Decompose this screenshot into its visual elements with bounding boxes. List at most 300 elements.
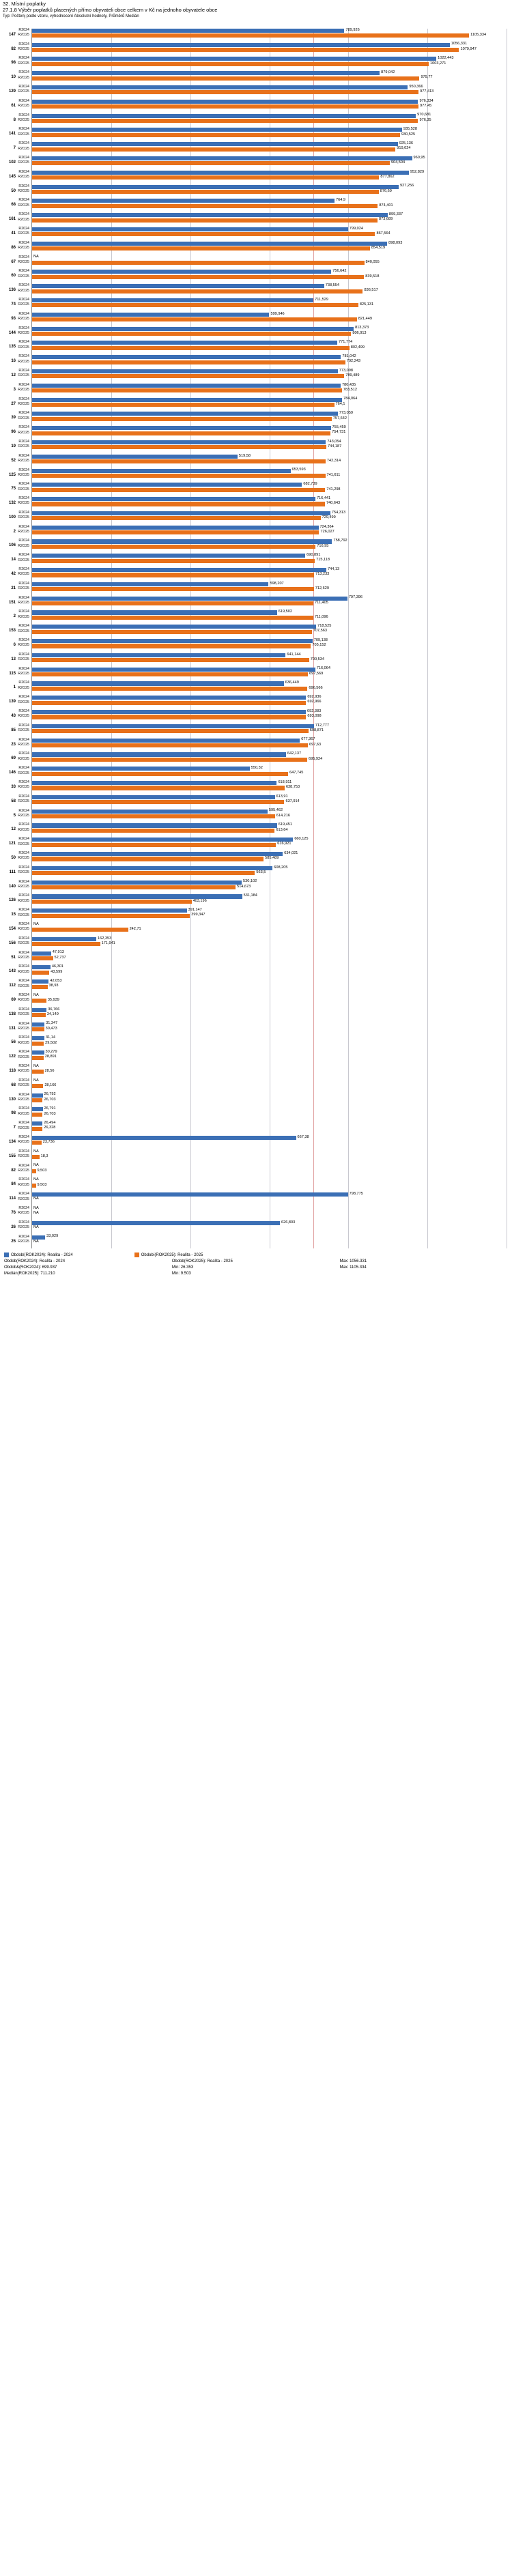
bar-fill [32, 800, 284, 804]
row-bars [18, 979, 507, 993]
bar-2024 [18, 496, 507, 501]
row-bars [18, 1049, 507, 1064]
row-bars [18, 524, 507, 539]
series-tick: R2024 [18, 411, 29, 416]
row-bars [18, 766, 507, 780]
bar-2025 [18, 430, 507, 435]
series-tick: R2024 [18, 510, 29, 515]
bar-value-label: 23,736 [42, 1140, 55, 1145]
bar-fill [32, 398, 342, 402]
series-tick: R2024 [18, 610, 29, 614]
bar-fill [32, 1093, 43, 1098]
bar-value-label: 613,64 [276, 827, 288, 832]
bar-2025 [18, 89, 507, 94]
category-label: 122 [8, 1055, 16, 1059]
bar-value-label: NA [33, 1063, 39, 1068]
category-label: 75 [11, 487, 16, 491]
bar-value-label: 647,745 [289, 771, 304, 775]
bar-fill [32, 1022, 44, 1027]
stat-line: Medián(ROK2025): 711.210 [4, 1272, 55, 1276]
bar-2024 [18, 98, 507, 104]
series-tick: R2O25 [18, 870, 29, 875]
row-bars [18, 652, 507, 667]
bar-value-label: 399,347 [191, 913, 205, 917]
bar-2025 [18, 416, 507, 421]
row-bars [18, 1191, 507, 1206]
row-bars [18, 1092, 507, 1107]
bar-2025 [18, 302, 507, 307]
bar-fill [32, 483, 302, 487]
series-tick: R2024 [18, 595, 29, 600]
category-label: 84 [11, 1182, 16, 1187]
bar-2024 [18, 56, 507, 61]
series-tick: R2O25 [18, 1168, 29, 1173]
chart-row [13, 113, 507, 128]
series-tick: R2O25 [18, 572, 29, 577]
row-bars [18, 737, 507, 752]
row-bars [18, 425, 507, 440]
bar-fill [32, 412, 338, 416]
bar-fill [32, 270, 331, 274]
bar-2024 [18, 1220, 507, 1225]
bar-fill [32, 57, 436, 61]
category-label: 27 [11, 401, 16, 406]
bar-fill [32, 843, 276, 847]
bar-fill [32, 1036, 44, 1040]
chart-row [9, 979, 507, 993]
chart-row [11, 311, 507, 326]
stat-column [340, 1259, 508, 1277]
row-bars [18, 1177, 507, 1192]
bar-2025 [18, 75, 507, 81]
row-bars [18, 553, 507, 567]
row-bars [18, 283, 507, 298]
bar-value-label: 960,95 [413, 155, 425, 160]
bar-value-label: 616,921 [277, 842, 291, 846]
row-bars [18, 624, 507, 638]
chart-row [13, 638, 507, 653]
category-label: 129 [8, 89, 16, 94]
bar-plot [8, 27, 507, 1248]
category-label: 82 [11, 46, 16, 51]
series-tick: R2O25 [18, 785, 29, 790]
category-label: 130 [8, 1097, 16, 1102]
bar-fill [32, 823, 277, 827]
series-tick: R2024 [18, 42, 29, 46]
bar-value-label: 26,792 [44, 1092, 56, 1097]
row-bars [18, 453, 507, 468]
row-bars [18, 27, 507, 42]
bar-fill [32, 752, 286, 756]
series-tick: R2O25 [18, 132, 29, 137]
chart-row [8, 766, 507, 780]
row-bars [18, 893, 507, 908]
chart-row [11, 397, 507, 412]
series-tick: R2024 [18, 1220, 29, 1225]
bar-value-label: 976,334 [419, 98, 433, 103]
series-tick: R2O25 [18, 941, 29, 946]
bar-fill [32, 114, 416, 118]
bar-value-label: 740,643 [326, 501, 341, 506]
row-bars [18, 752, 507, 766]
bar-value-label: 712,777 [315, 723, 330, 728]
chart-row [8, 595, 507, 610]
bar-fill [32, 852, 283, 856]
series-tick: R2O25 [18, 913, 29, 917]
bar-value-label: 738,554 [325, 283, 339, 287]
bar-value-label: 619,451 [278, 822, 292, 827]
series-tick: R2024 [18, 169, 29, 174]
row-bars [18, 184, 507, 199]
series-tick: R2024 [18, 992, 29, 997]
header-line2: 27.1.8 Výběr poplatků placených přímo obyvateli obce celkem v Kč na jednoho obyvatele obce [3, 6, 218, 13]
bar-2024 [18, 1234, 507, 1240]
bar-2025 [18, 132, 507, 137]
bar-value-label: 898,093 [388, 240, 403, 245]
category-label: 61 [11, 103, 16, 108]
bar-fill [32, 1056, 44, 1060]
bar-value-label: 29,502 [45, 1040, 57, 1045]
bar-fill [32, 369, 338, 373]
series-tick: R2O25 [18, 317, 29, 321]
bar-2024 [18, 567, 507, 572]
bar-fill [32, 999, 46, 1003]
bar-2025 [18, 614, 507, 620]
bar-2025 [18, 884, 507, 889]
series-tick: R2O25 [18, 515, 29, 520]
series-tick: R2024 [18, 979, 29, 984]
legend-swatch [4, 1253, 9, 1257]
series-tick: R2O25 [18, 401, 29, 406]
category-label: 139 [8, 700, 16, 704]
series-tick: R2O25 [18, 714, 29, 719]
chart-row [11, 1234, 507, 1249]
row-bars [18, 695, 507, 709]
row-bars [18, 779, 507, 795]
bar-value-label: 531,184 [243, 893, 257, 898]
bar-fill [32, 985, 48, 989]
series-tick: R2024 [18, 98, 29, 103]
bar-2024 [18, 865, 507, 870]
row-bars [18, 382, 507, 397]
series-tick: R2024 [18, 1050, 29, 1055]
bar-value-label: 31,347 [46, 1021, 58, 1026]
bar-2025 [18, 117, 507, 123]
row-bars [18, 666, 507, 681]
bar-value-label: 741,298 [326, 487, 341, 491]
bar-2025 [18, 472, 507, 478]
series-tick: R2O25 [18, 601, 29, 605]
series-tick: R2024 [18, 879, 29, 884]
chart-row [8, 964, 507, 979]
bar-2024 [18, 1134, 507, 1140]
row-bars [18, 482, 507, 496]
bar-fill [32, 829, 274, 833]
bar-value-label: NA [33, 992, 39, 997]
chart-row [11, 425, 507, 440]
series-tick: R2O25 [18, 160, 29, 165]
bar-2024 [18, 510, 507, 515]
chart-row [11, 70, 507, 85]
series-tick: R2024 [18, 397, 29, 401]
stat-line: Min: 9.503 [171, 1272, 191, 1276]
row-bars [18, 411, 507, 425]
stat-line: Obdob&(ROK2024): 699.937 [4, 1265, 57, 1270]
chart-footer [0, 1253, 512, 1277]
chart-row [11, 822, 507, 837]
series-tick: R2O25 [18, 188, 29, 193]
row-bars [18, 964, 507, 979]
chart-row [11, 950, 507, 965]
bar-2024 [18, 1120, 507, 1126]
bar-fill [32, 497, 315, 501]
bar-fill [32, 810, 268, 814]
page-header [0, 0, 512, 20]
series-tick: R2O25 [18, 1154, 29, 1159]
bar-fill [32, 341, 337, 345]
bar-2024 [18, 964, 507, 969]
bar-2025 [18, 160, 507, 165]
category-label: 111 [9, 870, 16, 874]
series-tick: R2O25 [18, 1182, 29, 1187]
category-label: 126 [8, 898, 16, 903]
bar-fill [32, 133, 400, 137]
bar-2025 [18, 217, 507, 223]
series-tick: R2O25 [18, 330, 29, 335]
series-tick: R2O25 [18, 827, 29, 832]
chart-row [9, 865, 507, 880]
chart-row [11, 269, 507, 283]
category-label: 19 [11, 444, 16, 448]
bar-value-label: 595,462 [268, 808, 283, 813]
chart-row [8, 127, 507, 141]
series-tick: R2024 [18, 808, 29, 813]
bar-value-label: 764,1 [335, 401, 345, 406]
chart-row [11, 482, 507, 496]
bar-value-label: 637,914 [285, 799, 300, 804]
bar-2025 [18, 1083, 507, 1088]
bar-value-label: 690,891 [307, 553, 321, 558]
bar-fill [32, 545, 315, 549]
row-bars [18, 1234, 507, 1249]
legend-item [4, 1253, 73, 1257]
category-label: 51 [11, 955, 16, 960]
bar-2024 [18, 752, 507, 756]
bar-fill [32, 185, 399, 189]
chart-row [8, 510, 507, 525]
bar-value-label: 744,13 [327, 567, 340, 571]
category-label: 5 [13, 813, 16, 818]
bar-value-label: 935,528 [403, 127, 418, 132]
chart-row [11, 567, 507, 582]
bar-value-label: 38,93 [48, 984, 59, 988]
row-bars [18, 255, 507, 270]
bar-value-label: 550,32 [251, 766, 263, 771]
bar-2025 [18, 103, 507, 109]
legend-swatch [134, 1253, 139, 1257]
bar-fill [32, 355, 341, 359]
bar-2025 [18, 643, 507, 648]
series-tick: R2O25 [18, 33, 29, 38]
bar-2025 [18, 771, 507, 776]
bar-fill [32, 284, 324, 288]
category-label: 26 [11, 1225, 16, 1229]
chart-row [8, 921, 507, 936]
bar-fill [32, 838, 293, 842]
chart-row [11, 42, 507, 57]
chart-row [11, 411, 507, 425]
bar-fill [32, 554, 305, 558]
row-bars [18, 510, 507, 525]
bar-value-label: 726,027 [320, 529, 335, 534]
series-tick: R2O25 [18, 856, 29, 861]
bar-value-label: 836,517 [364, 288, 378, 293]
series-tick: R2O25 [18, 743, 29, 747]
bar-value-label: 867,564 [376, 231, 390, 236]
bar-value-label: 821,449 [358, 316, 372, 321]
bar-2024 [18, 1163, 507, 1169]
row-bars [18, 198, 507, 212]
series-tick: R2O25 [18, 61, 29, 66]
series-tick: R2024 [18, 269, 29, 274]
bar-value-label: 825,131 [359, 302, 374, 307]
bar-value-label: 754,731 [332, 430, 346, 435]
bar-value-label: 874,401 [379, 203, 393, 207]
bar-2025 [18, 870, 507, 875]
bar-fill [32, 559, 315, 563]
bar-value-label: 718,525 [317, 624, 332, 629]
bar-2024 [18, 340, 507, 345]
series-tick: R2O25 [18, 75, 29, 80]
series-tick: R2O25 [18, 728, 29, 733]
bar-value-label: 1003,271 [430, 61, 446, 66]
bar-value-label: 692,936 [307, 695, 322, 700]
bar-value-label: 764,9 [336, 198, 345, 203]
legend-item [134, 1253, 203, 1257]
series-tick: R2024 [18, 695, 29, 700]
category-label: 141 [8, 132, 16, 137]
bar-2024 [18, 155, 507, 160]
bar-fill [32, 1141, 42, 1145]
series-tick: R2O25 [18, 1111, 29, 1116]
row-bars [18, 468, 507, 483]
series-tick: R2024 [18, 1134, 29, 1139]
row-bars [18, 822, 507, 837]
stat-line: Max: 1105.334 [339, 1265, 367, 1270]
series-tick: R2024 [18, 936, 29, 941]
chart-row [8, 1149, 507, 1164]
category-label: 43 [11, 714, 16, 719]
bar-2025 [18, 1182, 507, 1188]
bar-value-label: NA [33, 1205, 39, 1210]
row-bars [18, 1078, 507, 1093]
series-tick: R2024 [18, 311, 29, 316]
bar-value-label: 798,775 [349, 1191, 363, 1196]
bar-fill [32, 668, 315, 672]
chart-row [11, 992, 507, 1007]
bar-2024 [18, 169, 507, 175]
bar-2024 [18, 1007, 507, 1012]
bar-fill [32, 128, 402, 132]
series-tick: R2024 [18, 1177, 29, 1182]
bar-value-label: 716,064 [316, 666, 330, 671]
bar-2024 [18, 411, 507, 416]
bar-value-label: 642,137 [287, 752, 302, 756]
series-tick: R2O25 [18, 1197, 29, 1201]
series-tick: R2024 [18, 141, 29, 146]
bar-fill [32, 639, 313, 643]
bar-value-label: 162,353 [98, 936, 112, 941]
bar-fill [32, 469, 291, 473]
bar-fill [32, 1169, 36, 1173]
bar-fill [32, 48, 459, 52]
bar-value-label: 711,405 [315, 600, 328, 605]
bar-value-label: 925,136 [399, 141, 414, 145]
bar-value-label: 758,792 [333, 539, 347, 543]
series-tick: R2024 [18, 382, 29, 387]
bar-value-label: 743,054 [327, 439, 341, 444]
series-tick: R2024 [18, 226, 29, 231]
bar-2025 [18, 856, 507, 861]
bar-2025 [18, 1069, 507, 1074]
chart-row [8, 1049, 507, 1064]
bar-2024 [18, 1149, 507, 1154]
category-label: 1 [13, 685, 16, 690]
category-label: 147 [8, 32, 16, 37]
bar-value-label: 585,489 [265, 856, 279, 861]
category-label: 114 [9, 1197, 16, 1201]
bar-fill [32, 1107, 43, 1111]
bar-fill [32, 758, 307, 762]
bar-fill [32, 914, 190, 918]
series-tick: R2024 [18, 766, 29, 771]
bar-2024 [18, 212, 507, 217]
series-tick: R2024 [18, 198, 29, 203]
bar-fill [32, 147, 395, 152]
bar-value-label: 42,053 [50, 979, 62, 983]
series-tick: R2O25 [18, 459, 29, 463]
category-label: 68 [11, 203, 16, 207]
bar-value-label: 789,926 [345, 27, 360, 32]
row-bars [18, 1149, 507, 1164]
stat-line: Obdob(ROK2025): Realita - 2025 [171, 1259, 233, 1264]
bar-fill [32, 928, 128, 932]
bar-2024 [18, 624, 507, 629]
category-label: 153 [8, 629, 16, 633]
bar-value-label: 35,939 [47, 998, 59, 1003]
bar-2024 [18, 439, 507, 444]
row-bars [18, 141, 507, 156]
bar-value-label: 613,91 [276, 794, 288, 799]
bar-2024 [18, 1191, 507, 1197]
category-label: 60 [11, 274, 16, 278]
chart-row [11, 553, 507, 567]
bar-value-label: NA [33, 1163, 39, 1168]
category-label: 144 [8, 330, 16, 335]
chart-row [9, 666, 507, 681]
category-label: 23 [11, 742, 16, 747]
bar-2025 [18, 671, 507, 676]
chart-row [11, 98, 507, 113]
series-tick: R2024 [18, 1035, 29, 1040]
chart-row [11, 198, 507, 212]
bar-2025 [18, 728, 507, 733]
bar-value-label: 1056,331 [451, 42, 468, 46]
series-tick: R2O25 [18, 643, 29, 648]
bar-2025 [18, 387, 507, 392]
chart-row [11, 354, 507, 369]
category-label: 93 [11, 316, 16, 321]
